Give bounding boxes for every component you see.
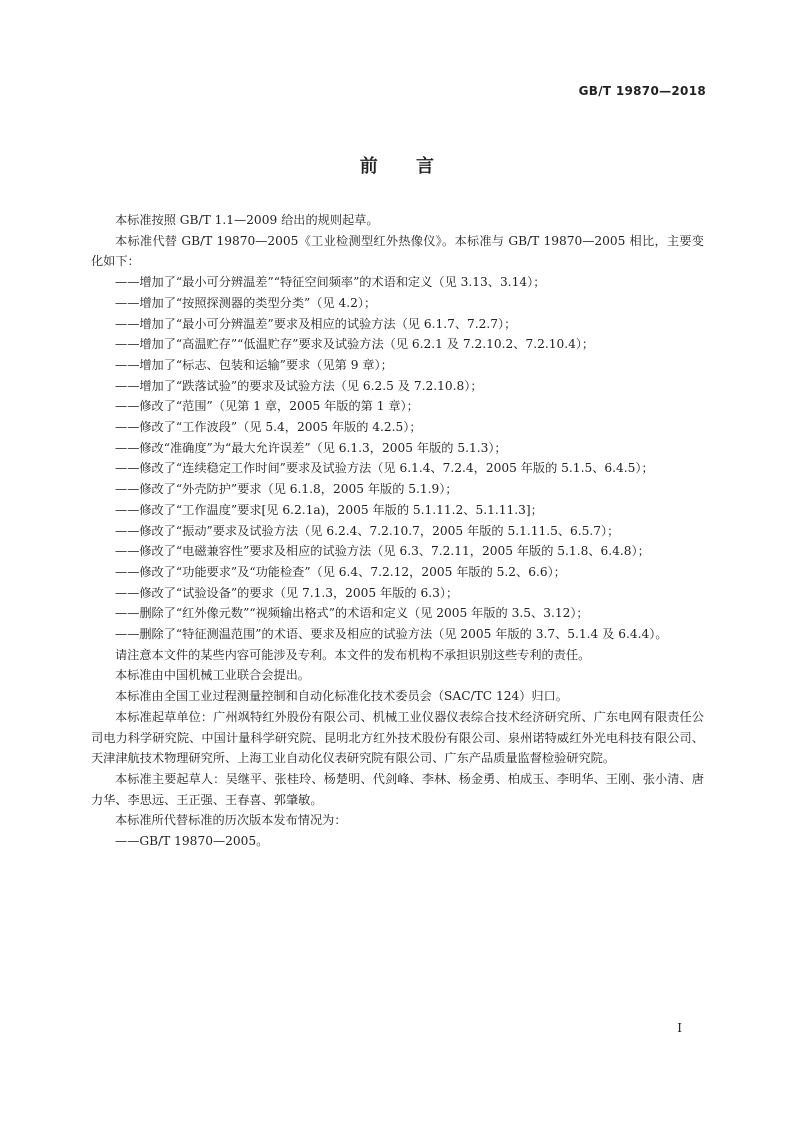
previous-edition-item: ——GB/T 19870—2005。	[115, 834, 269, 849]
paragraph-drafting-units: 本标准起草单位：广州飒特红外股份有限公司、机械工业仪器仪表综合技术经济研究所、广东电网有限责任公司电力科学研究院、中国计量科学研究院、昆明北方红外技术股份有限公司、泉州诺特威红外光电科技有限公司、天津津航技术物理研究所、上海工业自动化仪表研究院有限公司、广东产品质量监督检验研究院。	[91, 709, 704, 766]
paragraph-proposed-by: 本标准由中国机械工业联合会提出。	[115, 668, 310, 683]
page-title-char-1: 前	[359, 156, 378, 177]
change-item: ——增加了“高温贮存”“低温贮存”要求及试验方法（见 6.2.1 及 7.2.10.2、7.2.10.4）；	[115, 337, 595, 352]
change-item: ——删除了“特征测温范围”的术语、要求及相应的试验方法（见 2005 年版的 3.7、5.1.4 及 6.4.4）。	[115, 627, 668, 642]
change-item: ——修改了“工作温度”要求[见 6.2.1a)，2005 年版的 5.1.11.2、5.1.11.3]；	[115, 502, 543, 517]
change-item: ——修改了“工作波段”（见 5.4，2005 年版的 4.2.5）；	[115, 420, 422, 435]
change-item: ——修改了“试验设备”的要求（见 7.1.3，2005 年版的 6.3）；	[115, 585, 459, 600]
page-title	[0, 152, 794, 178]
page-title-char-2: 言	[416, 156, 435, 177]
change-item: ——增加了“最小可分辨温差”“特征空间频率”的术语和定义（见 3.13、3.14）；	[115, 275, 546, 290]
foreword-body	[91, 210, 704, 852]
change-item: ——增加了“按照探测器的类型分类”（见 4.2）；	[115, 295, 377, 310]
paragraph-technical-committee: 本标准由全国工业过程测量控制和自动化标准化技术委员会（SAC/TC 124）归口。	[115, 689, 568, 704]
paragraph-drafters: 本标准主要起草人：吴继平、张桂玲、杨楚明、代剑峰、李林、杨金勇、柏成玉、李明华、王刚、张小清、唐力华、李思远、王正强、王春喜、郭肇敏。	[91, 771, 704, 807]
change-item: ——增加了“最小可分辨温差”要求及相应的试验方法（见 6.1.7、7.2.7）；	[115, 316, 517, 331]
change-item: ——增加了“标志、包装和运输”要求（见第 9 章）；	[115, 357, 393, 372]
standard-number: GB/T 19870—2018	[578, 84, 706, 98]
change-item: ——修改了“电磁兼容性”要求及相应的试验方法（见 6.3、7.2.11，2005 年版的 5.1.8、6.4.8）；	[115, 544, 650, 559]
paragraph-patent-notice: 请注意本文件的某些内容可能涉及专利。本文件的发布机构不承担识别这些专利的责任。	[115, 647, 591, 662]
change-item: ——修改了“功能要求”及“功能检查”（见 6.4、7.2.12，2005 年版的 5.2、6.6）；	[115, 564, 566, 579]
change-item: ——删除了“红外像元数”“视频输出格式”的术语和定义（见 2005 年版的 3.5、3.12）；	[115, 606, 589, 621]
change-item: ——增加了“跌落试验”的要求及试验方法（见 6.2.5 及 7.2.10.8）；	[115, 378, 483, 393]
change-item: ——修改了“连续稳定工作时间”要求及试验方法（见 6.1.4、7.2.4，2005 年版的 5.1.5、6.4.5）；	[115, 461, 654, 476]
change-item: ——修改了“振动”要求及试验方法（见 6.2.4、7.2.10.7，2005 年版的 5.1.11.5、6.5.7）；	[115, 523, 620, 538]
paragraph-replaces: 本标准代替 GB/T 19870—2005《工业检测型红外热像仪》。本标准与 GB/T 19870—2005 相比，主要变化如下：	[91, 233, 704, 269]
change-item: ——修改了“范围”（见第 1 章，2005 年版的第 1 章）；	[115, 399, 419, 414]
change-item: ——修改了“外壳防护”要求（见 6.1.8，2005 年版的 5.1.9）；	[115, 482, 458, 497]
change-item: ——修改“准确度”为“最大允许误差”（见 6.1.3，2005 年版的 5.1.3）；	[115, 440, 507, 455]
paragraph-drafting-rules: 本标准按照 GB/T 1.1—2009 给出的规则起草。	[115, 213, 379, 227]
page-number: I	[677, 1021, 682, 1035]
paragraph-previous-editions: 本标准所代替标准的历次版本发布情况为：	[115, 813, 347, 828]
